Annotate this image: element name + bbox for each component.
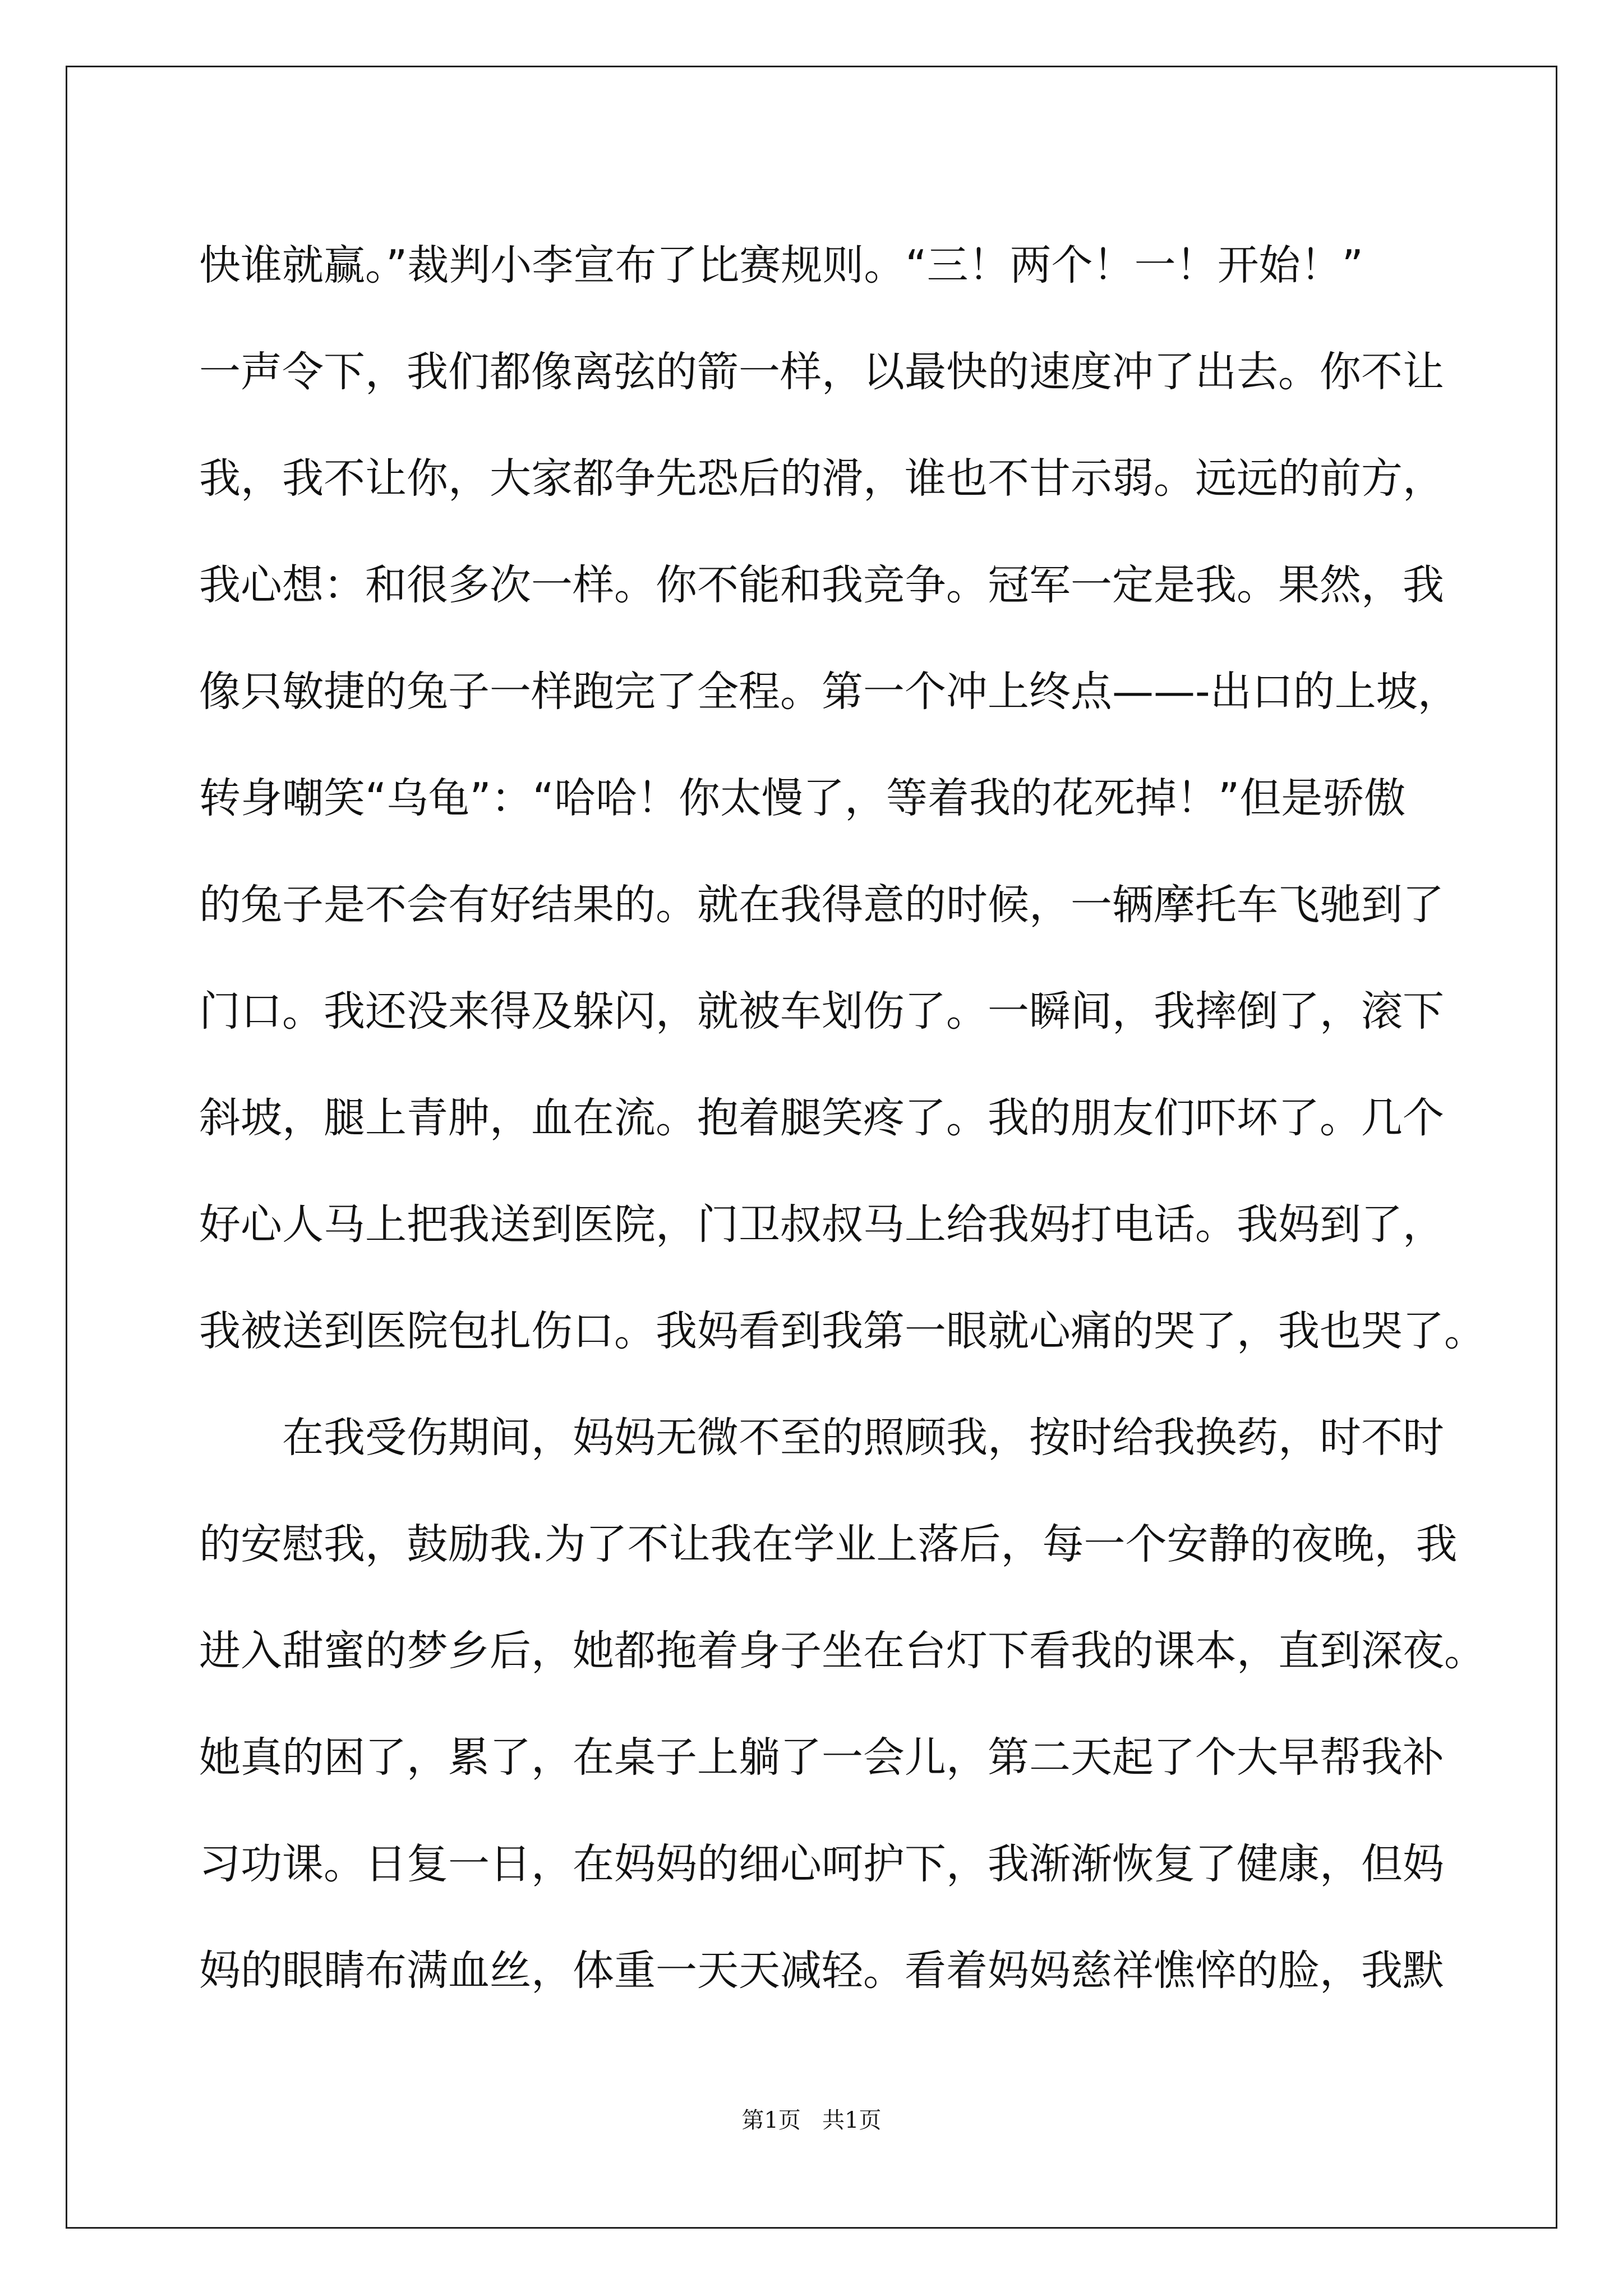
document-body — [199, 212, 1486, 2024]
text-line: 她真的困了，累了，在桌子上躺了一会儿，第二天起了个大早帮我补 — [199, 1733, 1444, 1782]
text-line: 习功课。日复一日，在妈妈的细心呵护下，我渐渐恢复了健康，但妈 — [199, 1840, 1444, 1888]
text-line: 在我受伤期间，妈妈无微不至的照顾我，按时给我换药，时不时 — [199, 1414, 1444, 1462]
text-line: 我被送到医院包扎伤口。我妈看到我第一眼就心痛的哭了，我也哭了。 — [199, 1307, 1486, 1355]
text-line: 妈的眼睛布满血丝，体重一天天减轻。看着妈妈慈祥憔悴的脸，我默 — [199, 1947, 1444, 1995]
text-line: 斜坡，腿上青肿，血在流。抱着腿笑疼了。我的朋友们吓坏了。几个 — [199, 1094, 1444, 1142]
text-line: 我，我不让你，大家都争先恐后的滑，谁也不甘示弱。远远的前方， — [199, 454, 1444, 503]
text-line: 我心想：和很多次一样。你不能和我竞争。冠军一定是我。果然，我 — [199, 561, 1444, 609]
text-line: 转身嘲笑“乌龟”：“哈哈！你太慢了，等着我的花死掉！”但是骄傲 — [199, 774, 1406, 822]
text-line: 门口。我还没来得及躲闪，就被车划伤了。一瞬间，我摔倒了，滚下 — [199, 987, 1444, 1036]
text-line: 的兔子是不会有好结果的。就在我得意的时候，一辆摩托车飞驰到了 — [199, 881, 1444, 929]
page-footer: 第1页 共1页 — [741, 2108, 882, 2133]
text-line: 好心人马上把我送到医院，门卫叔叔马上给我妈打电话。我妈到了， — [199, 1200, 1444, 1249]
text-line: 一声令下，我们都像离弦的箭一样，以最快的速度冲了出去。你不让 — [199, 348, 1444, 396]
text-line: 像只敏捷的兔子一样跑完了全程。第一个冲上终点——-出口的上坡， — [199, 668, 1459, 716]
text-line: 快谁就赢。”裁判小李宣布了比赛规则。“三！两个！一！开始！” — [199, 241, 1364, 289]
text-line: 的安慰我，鼓励我.为了不让我在学业上落后，每一个安静的夜晚，我 — [199, 1520, 1458, 1568]
text-line: 进入甜蜜的梦乡后，她都拖着身子坐在台灯下看我的课本，直到深夜。 — [199, 1627, 1486, 1675]
